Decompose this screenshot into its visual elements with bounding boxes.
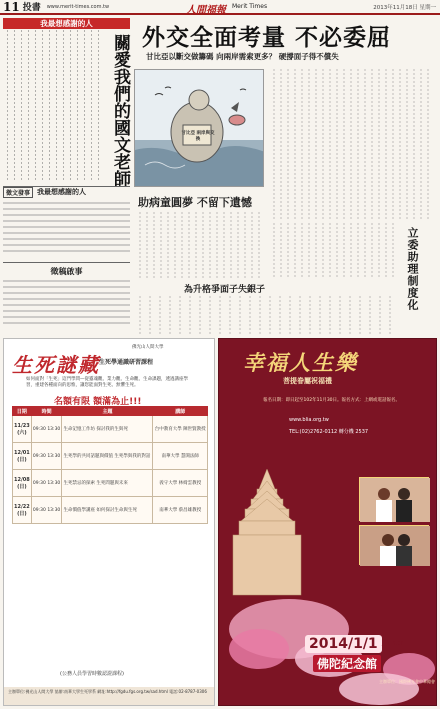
- organizer-note: 主辦單位：國際佛光會中華總會: [379, 679, 435, 684]
- article-text-lines: [270, 223, 400, 279]
- main-article-area: [134, 17, 438, 335]
- text-line: [3, 286, 130, 288]
- row-date: 12/22 (日): [13, 497, 32, 524]
- text-column: [84, 30, 85, 180]
- row-time: 09:30 13:30: [31, 416, 62, 443]
- text-line: [3, 304, 130, 306]
- notice-title: 我最想感謝的人: [37, 188, 87, 196]
- registration-phone: TEL:(02)2762-0112 轉分機 2537: [289, 429, 369, 435]
- column-header-topic: 主題: [62, 407, 153, 416]
- text-column: [91, 30, 92, 180]
- article-caption-2: 為升格爭面子失銀子: [184, 285, 266, 295]
- page-number: 11: [3, 0, 20, 14]
- text-column: [49, 30, 50, 180]
- text-line: [3, 214, 130, 216]
- editorial-cartoon: [134, 69, 264, 187]
- header-url[interactable]: www.merit-times.com.tw: [46, 3, 110, 10]
- row-time: 09:30 13:30: [31, 443, 62, 470]
- table-row: [13, 443, 208, 470]
- row-speaker: 南華大學 慧開法師: [153, 443, 208, 470]
- article-text-block: [270, 223, 400, 279]
- seminar-organizer: 佛光山人間大學: [132, 345, 164, 350]
- issue-date: 2013年11月18日 星期一: [373, 5, 436, 11]
- feature-text-block: [3, 30, 106, 180]
- cartoon-label: 甘比亞 兩岸與交換: [181, 131, 215, 142]
- table-header-row: [13, 407, 208, 416]
- text-line: [3, 220, 130, 222]
- certification-note: (公務人員學習時數認證課程): [60, 671, 124, 677]
- feature-title: 關愛我們的國文老師: [110, 34, 130, 187]
- side-article-title: 立委助理制度化: [406, 227, 419, 311]
- ceremony-date: 2014/1/1: [305, 635, 382, 653]
- column-header-time: 時間: [31, 407, 62, 416]
- article-text-block: [270, 69, 436, 219]
- text-column: [7, 30, 8, 180]
- article-text-lines: [270, 69, 436, 219]
- page-header: [0, 0, 440, 15]
- row-topic: 生命記憶工作坊 探討我的生與死: [62, 416, 153, 443]
- call-for-papers-title: 徵稿啟事: [3, 262, 130, 277]
- text-line: [3, 232, 130, 234]
- seminar-title: 生死謎藏: [12, 353, 100, 377]
- left-column: [3, 18, 130, 335]
- text-column: [35, 30, 36, 180]
- text-line: [3, 244, 130, 246]
- row-topic: 生死禁忌的探索 生死問題與未來: [62, 470, 153, 497]
- text-line: [3, 298, 130, 300]
- text-line: [3, 292, 130, 294]
- registration-info: 報名日期：即日起至102年11月30日。報名方式：上網或電話報名。: [263, 398, 401, 403]
- table-row: [13, 416, 208, 443]
- text-column: [21, 30, 22, 180]
- row-date: 12/08 (日): [13, 470, 32, 497]
- row-speaker: 台中教育大學 陳世賢教授: [153, 416, 208, 443]
- main-headline: 外交全面考量 不必委屈: [142, 24, 392, 51]
- seminar-subtitle: 生死學通識研習課程: [99, 359, 154, 366]
- ceremony-title: 幸福人生樂: [243, 350, 358, 375]
- text-column: [70, 30, 71, 180]
- seminar-schedule-table: [12, 406, 208, 524]
- text-line: [3, 238, 130, 240]
- row-time: 09:30 13:30: [31, 470, 62, 497]
- row-topic: 生死學的共同話題與價值 生死學與我的對話: [62, 443, 153, 470]
- registration-url[interactable]: www.blia.org.tw: [289, 417, 329, 423]
- text-line: [3, 226, 130, 228]
- text-column: [42, 30, 43, 180]
- article-text-block: [134, 296, 400, 334]
- text-line: [3, 250, 130, 252]
- seminar-intro: 如何面對「生死」這門學問—從靈魂觀、業力觀、生命觀、生命課題，透過講座學習，重建各種面向的思惟，讓您能面對生死、無懼生死。: [26, 377, 188, 388]
- column-title-bar: 我最想感謝的人: [3, 18, 130, 29]
- ceremony-venue: 佛陀紀念館: [313, 655, 381, 672]
- text-column: [63, 30, 64, 180]
- table-row: [13, 470, 208, 497]
- article-text-lines: [134, 212, 264, 278]
- ceremony-subtitle: 菩提眷屬祝福禮: [283, 377, 332, 385]
- row-date: 12/01 (日): [13, 443, 32, 470]
- section-name: 投書: [22, 3, 41, 13]
- article-text-block: [134, 212, 264, 278]
- column-header-speaker: 講師: [153, 407, 208, 416]
- table-row: [13, 497, 208, 524]
- text-column: [56, 30, 57, 180]
- text-line: [3, 316, 130, 318]
- ceremony-time: 上午 9:00: [381, 641, 404, 647]
- row-date: 11/23 (六): [13, 416, 32, 443]
- text-line: [3, 310, 130, 312]
- row-speaker: 南華大學 蔡昌雄教授: [153, 497, 208, 524]
- text-line: [3, 202, 130, 204]
- notice-tag: 徵文發事: [3, 187, 33, 198]
- wedding-ceremony-advertisement: [218, 338, 437, 706]
- text-line: [3, 280, 130, 282]
- text-line: [3, 208, 130, 210]
- row-time: 09:30 13:30: [31, 497, 62, 524]
- article-caption-1: 助病童圓夢 不留下遺憾: [138, 196, 252, 209]
- sub-headline: 甘比亞以斷交做籌碼 向兩岸需索更多？ 硬撐面子得不償失: [146, 52, 339, 61]
- text-line: [3, 322, 130, 324]
- masthead-english: Merit Times: [232, 3, 268, 10]
- row-topic: 生命價值學講座 如何探討生命與生死: [62, 497, 153, 524]
- article-text-lines: [134, 296, 400, 334]
- newspaper-logo: 人間福報: [186, 5, 226, 16]
- seats-limited-notice: 名額有限 額滿為止!!!: [54, 397, 142, 407]
- text-column: [28, 30, 29, 180]
- column-header-date: 日期: [13, 407, 32, 416]
- text-column: [14, 30, 15, 180]
- text-column: [77, 30, 78, 180]
- seminar-advertisement: [3, 338, 215, 706]
- notice-heading: [3, 186, 130, 196]
- text-column: [98, 30, 99, 180]
- seminar-footer: 主辦單位:佛光山人間大學 協辦:南華大學生死學系 網址:http://fgdu.fgs.org.tw/sad.html 電話:02-8787-0306: [4, 687, 214, 705]
- row-speaker: 義守大學 林綺雲教授: [153, 470, 208, 497]
- cartoon-illustration: [135, 70, 264, 187]
